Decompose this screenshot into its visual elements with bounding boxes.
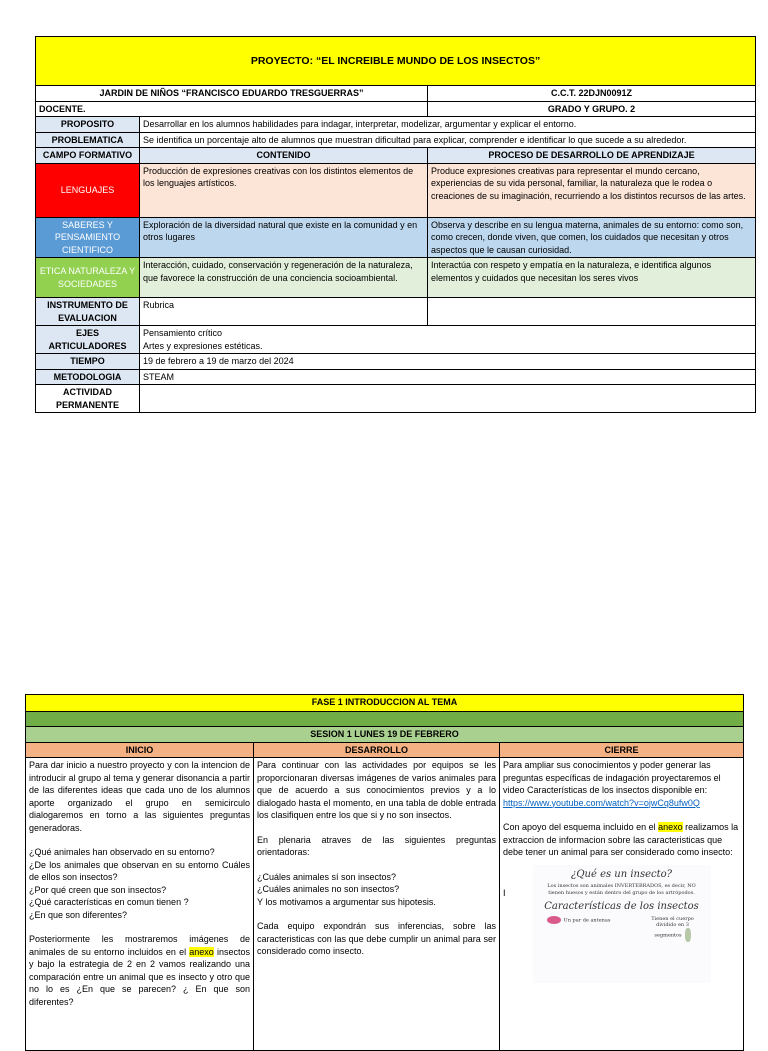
question: Y los motivamos a argumentar sus hipotesis. xyxy=(257,896,436,907)
cierre-paragraph-2: Con apoyo del esquema incluido en el anexo realizamos la extraccion de informacion sobre las caracteristicas que debe tener un animal para ser considerado como insecto: xyxy=(503,822,739,857)
question: ¿Cuáles animales sí son insectos? xyxy=(257,871,397,882)
problematica-text: Se identifica un porcentaje alto de alumnos que muestran dificultad para explicar, comprender e identificar lo que sucede a su alrededor. xyxy=(140,132,756,148)
instrumento-empty xyxy=(428,298,756,326)
phase-table xyxy=(25,694,744,1051)
desarrollo-paragraph: En plenaria atraves de las siguientes preguntas orientadoras: xyxy=(257,834,496,857)
actividad-permanente-label: ACTIVIDAD PERMANENTE xyxy=(36,385,140,413)
desarrollo-paragraph: Para continuar con las actividades por equipos se les proporcionaran diversas imágenes de varios animales para que de acuerdo a sus conocimientos previos y a lo dialogado hasta el momento, en una tabla de doble entrada los clasifiquen entre los que si y no son insectos. xyxy=(257,760,496,820)
infographic-text: Los insectos son animales INVERTEBRADOS, es decir, NO tienen huesos y están dentro del grupo de los artrópodos. xyxy=(547,883,696,896)
lenguajes-contenido: Producción de expresiones creativas con los distintos elementos de los lenguajes artísticos. xyxy=(140,163,428,217)
grado-grupo: GRADO Y GRUPO. 2 xyxy=(428,101,756,117)
project-title: PROYECTO: “EL INCREIBLE MUNDO DE LOS INSECTOS” xyxy=(36,37,756,86)
school-cct: C.C.T. 22DJN0091Z xyxy=(428,86,756,102)
ejes-text xyxy=(140,326,756,354)
infographic-heading-2: Características de los insectos xyxy=(544,901,699,912)
project-plan-table xyxy=(35,36,756,413)
col-desarrollo: DESARROLLO xyxy=(254,742,500,758)
cierre-cell xyxy=(500,758,744,1051)
ejes-item: Pensamiento crítico xyxy=(143,328,223,338)
session-title: SESION 1 LUNES 19 DE FEBRERO xyxy=(26,727,744,743)
ejes-label: EJES ARTICULADORES xyxy=(36,326,140,354)
proposito-label: PROPOSITO xyxy=(36,117,140,133)
desarrollo-cell xyxy=(254,758,500,1051)
anexo-highlight: anexo xyxy=(658,822,683,832)
infographic-heading: ¿Qué es un insecto? xyxy=(570,868,673,880)
question: ¿Qué características en comun tienen ? xyxy=(29,897,189,907)
instrumento-label: INSTRUMENTO DE EVALUACION xyxy=(36,298,140,326)
metodologia-text: STEAM xyxy=(140,369,756,385)
col-inicio: INICIO xyxy=(26,742,254,758)
school-name: JARDIN DE NIÑOS “FRANCISCO EDUARDO TRESGUERRAS” xyxy=(36,86,428,102)
video-link[interactable]: https://www.youtube.com/watch?v=ojwCq8ufw0Q xyxy=(503,797,700,808)
anexo-highlight: anexo xyxy=(189,946,214,957)
phase-title: FASE 1 INTRODUCCION AL TEMA xyxy=(26,695,744,712)
etica-proceso: Interactúa con respeto y empatía en la naturaleza, e identifica algunos elementos y cuidados que necesitan los seres vivos xyxy=(428,258,756,298)
cierre-mark: I xyxy=(503,887,506,898)
question: ¿Qué animales han observado en su entorno? xyxy=(29,847,215,857)
lenguajes-label: LENGUAJES xyxy=(36,163,140,217)
insect-infographic xyxy=(533,865,711,983)
cierre-paragraph: Para ampliar sus conocimientos y poder generar las preguntas específicas de indagación proyectaremos el video Características de los insectos disponible en: xyxy=(503,760,721,795)
ejes-item: Artes y expresiones estéticas. xyxy=(143,340,263,351)
metodologia-label: METODOLOGIA xyxy=(36,369,140,385)
lenguajes-proceso: Produce expresiones creativas para representar el mundo cercano, experiencias de su vida personal, familiar, la naturaleza que le rodea o creaciones de su imaginación, recurriendo a los distintos recursos de las artes. xyxy=(428,163,756,217)
col-cierre: CIERRE xyxy=(500,742,744,758)
contenido-header: CONTENIDO xyxy=(140,148,428,164)
tiempo-label: TIEMPO xyxy=(36,354,140,370)
problematica-label: PROBLEMATICA xyxy=(36,132,140,148)
question: ¿En que son diferentes? xyxy=(29,909,128,920)
etica-contenido: Interacción, cuidado, conservación y regeneración de la naturaleza, que favorece la construcción de una conciencia socioambiental. xyxy=(140,258,428,298)
leaf-insect-icon xyxy=(685,928,691,942)
question: ¿Cuáles animales no son insectos? xyxy=(257,884,400,894)
inicio-cell xyxy=(26,758,254,1051)
etica-label: ETICA NATURALEZA Y SOCIEDADES xyxy=(36,258,140,298)
actividad-permanente-text xyxy=(140,385,756,413)
desarrollo-paragraph: Cada equipo expondrán sus inferencias, sobre las caracteristicas con las que debe cumplir un animal para ser considerado como insecto. xyxy=(257,921,496,956)
instrumento-text: Rubrica xyxy=(140,298,428,326)
saberes-contenido: Exploración de la diversidad natural que existe en la comunidad y en otros lugares xyxy=(140,217,428,258)
campo-formativo-label: CAMPO FORMATIVO xyxy=(36,148,140,164)
infographic-left: Un par de antenas xyxy=(547,916,611,942)
infographic-right: Tienen el cuerpo dividido en 3 segmentos xyxy=(649,916,697,942)
question: ¿Por qué creen que son insectos? xyxy=(29,884,167,895)
tiempo-text: 19 de febrero a 19 de marzo del 2024 xyxy=(140,354,756,370)
docente-label: DOCENTE. xyxy=(36,101,428,117)
saberes-label: SABERES Y PENSAMIENTO CIENTIFICO xyxy=(36,217,140,258)
proceso-header: PROCESO DE DESARROLLO DE APRENDIZAJE xyxy=(428,148,756,164)
saberes-proceso: Observa y describe en su lengua materna, animales de su entorno: como son, como crecen, donde viven, que comen, los cuidados que necesitan y otros aspectos que le causan curiosidad. xyxy=(428,217,756,258)
inicio-paragraph-2: Posteriormente les mostraremos imágenes de animales de su entorno incluidos en el anexo insectos y bajo la estrategia de 2 en 2 vamos realizando una comparación entre un animal que es insecto y otro que no lo es ¿En que se parecen? ¿ En que son diferentes? xyxy=(29,934,250,1007)
proposito-text: Desarrollar en los alumnos habilidades para indagar, interpretar, modelizar, argumentar y explicar el entorno. xyxy=(140,117,756,133)
inicio-paragraph: Para dar inicio a nuestro proyecto y con la intencion de introducir al grupo al tema y generar disonancia a partir de las diferentes ideas que cada uno de los alumnos aporte organizado el grupo en semicirculo dialogaremos en torno a las siguientes preguntas generadoras. xyxy=(29,760,250,833)
phase-green-band xyxy=(26,712,744,727)
insect-icon xyxy=(547,916,561,924)
question: ¿De los animales que observan en su entorno Cuáles de ellos son insectos? xyxy=(29,859,250,882)
